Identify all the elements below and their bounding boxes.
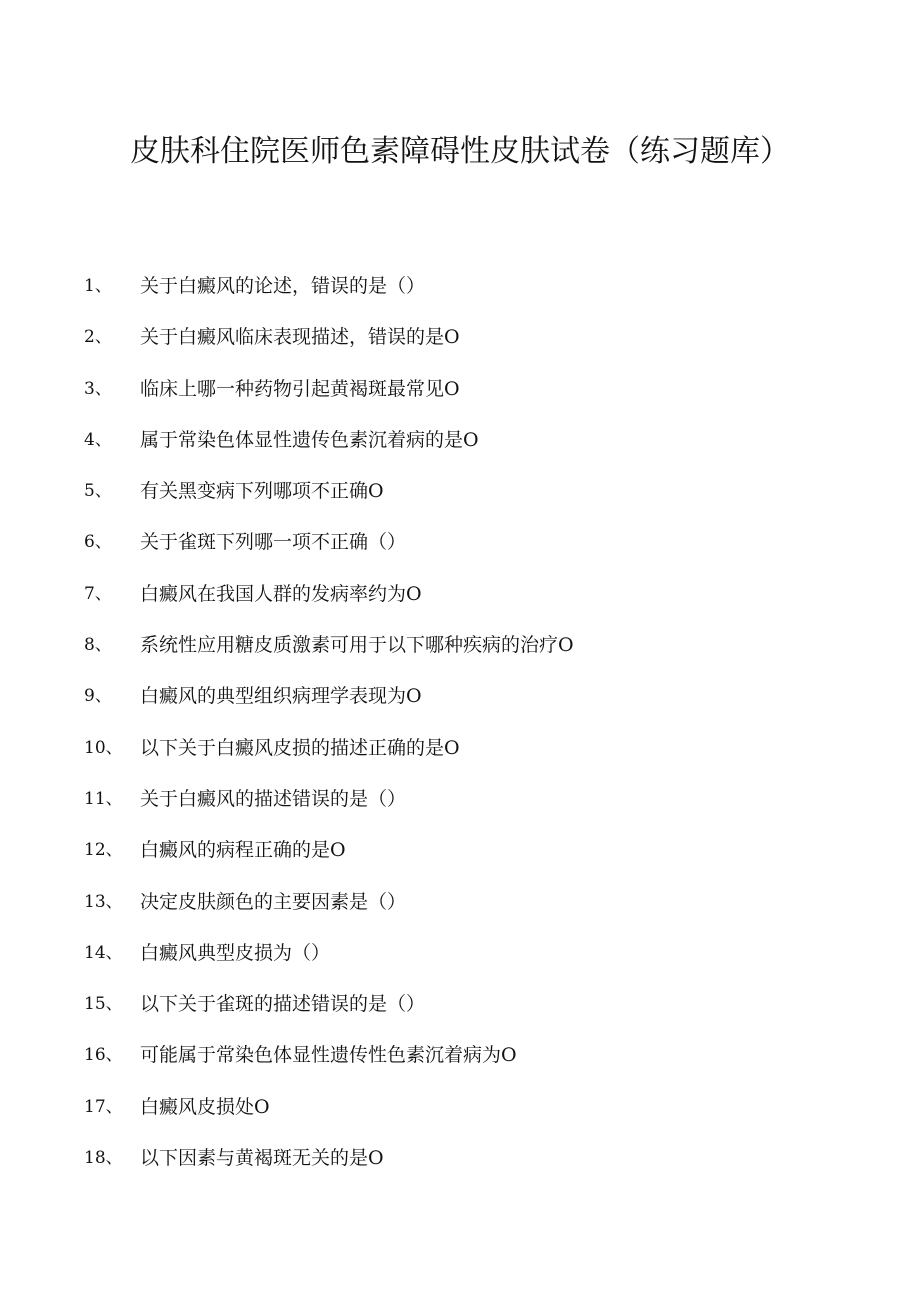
list-item <box>0 730 920 781</box>
question-number: 8、 <box>84 635 112 656</box>
question-text: 关于白癜风临床表现描述，错误的是O <box>140 326 460 349</box>
question-text: 白癜风的病程正确的是O <box>140 839 346 862</box>
question-number: 10、 <box>84 737 123 758</box>
list-item <box>0 832 920 883</box>
list-item <box>0 1140 920 1191</box>
question-number: 16、 <box>84 1045 123 1066</box>
question-number: 15、 <box>84 994 123 1015</box>
list-item <box>0 422 920 473</box>
question-text: 临床上哪一种药物引起黄褐斑最常见O <box>140 377 460 400</box>
list-item <box>0 627 920 678</box>
list-item <box>0 1089 920 1140</box>
question-number: 9、 <box>84 686 112 707</box>
question-number: 17、 <box>84 1096 123 1117</box>
question-text: 以下关于雀斑的描述错误的是（） <box>140 993 426 1016</box>
list-item <box>0 1037 920 1088</box>
question-number: 3、 <box>84 378 112 399</box>
question-text: 白癜风皮损处O <box>140 1095 270 1118</box>
list-item <box>0 576 920 627</box>
question-text: 关于白癜风的论述，错误的是（） <box>140 275 426 297</box>
question-number: 5、 <box>84 481 112 502</box>
question-number: 18、 <box>84 1148 123 1169</box>
list-item <box>0 524 920 575</box>
page-title: 皮肤科住院医师色素障碍性皮肤试卷（练习题库） <box>130 134 790 169</box>
question-text: 关于雀斑下列哪一项不正确（） <box>140 531 407 554</box>
question-text: 系统性应用糖皮质激素可用于以下哪种疾病的治疗O <box>140 634 574 657</box>
question-text: 以下关于白癜风皮损的描述正确的是O <box>140 736 460 759</box>
question-text: 以下因素与黄褐斑无关的是O <box>140 1147 384 1170</box>
question-text: 可能属于常染色体显性遗传性色素沉着病为O <box>140 1044 517 1067</box>
question-text: 白癜风典型皮损为（） <box>140 941 331 964</box>
list-item <box>0 473 920 524</box>
question-number: 13、 <box>84 891 123 912</box>
question-text: 决定皮肤颜色的主要因素是（） <box>140 890 407 913</box>
question-number: 11、 <box>84 788 123 809</box>
list-item <box>0 884 920 935</box>
list-item <box>0 371 920 422</box>
question-number: 4、 <box>84 429 112 450</box>
question-number: 1、 <box>84 276 112 296</box>
question-number: 2、 <box>84 327 112 348</box>
list-item <box>0 935 920 986</box>
question-list <box>0 268 920 1191</box>
question-text: 属于常染色体显性遗传色素沉着病的是O <box>140 428 479 451</box>
question-number: 6、 <box>84 532 112 553</box>
list-item <box>0 319 920 370</box>
list-item <box>0 781 920 832</box>
question-text: 有关黑变病下列哪项不正确O <box>140 480 384 503</box>
question-text: 关于白癜风的描述错误的是（） <box>140 787 407 810</box>
question-text: 白癜风在我国人群的发病率约为O <box>140 582 422 605</box>
list-item <box>0 678 920 729</box>
question-text: 白癜风的典型组织病理学表现为O <box>140 685 422 708</box>
question-number: 14、 <box>84 942 123 963</box>
question-number: 12、 <box>84 840 123 861</box>
question-number: 7、 <box>84 583 112 604</box>
list-item <box>0 986 920 1037</box>
list-item <box>0 268 920 319</box>
